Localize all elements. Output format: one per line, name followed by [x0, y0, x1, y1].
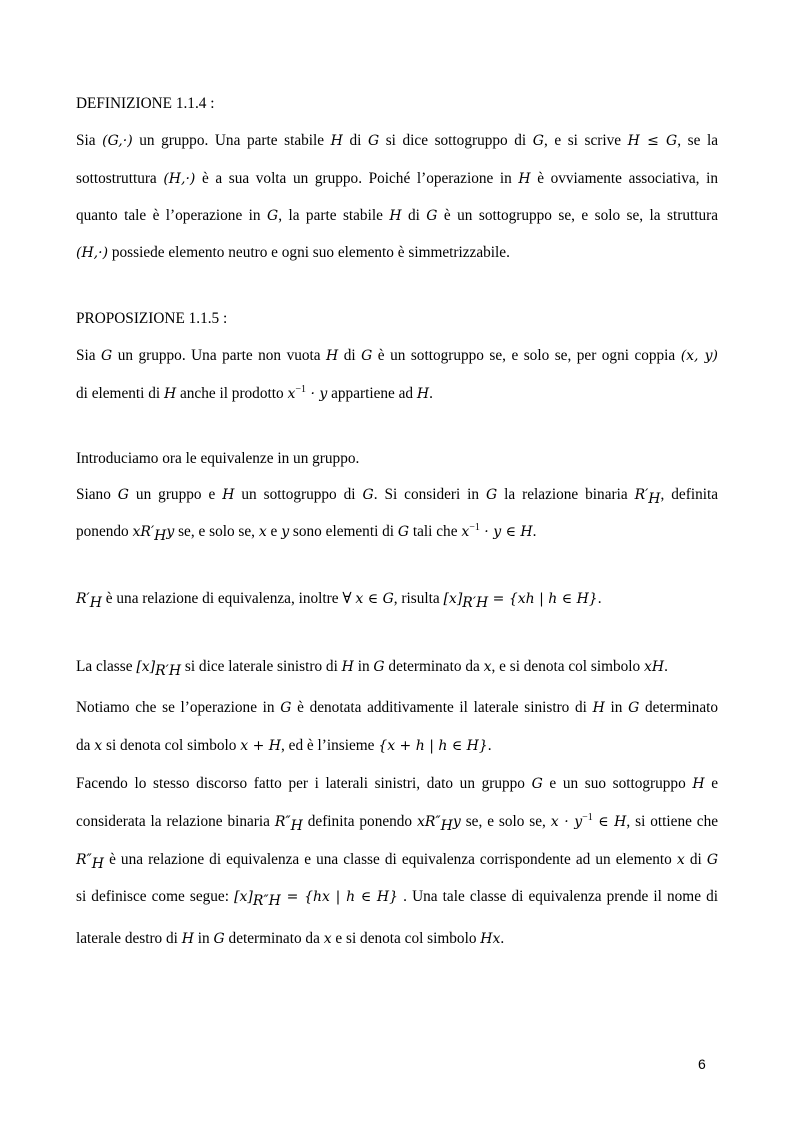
equivalence-line-3: $R'_H$ è una relazione di equivalenza, inoltre ∀ x ∈ G, risulta $[x]_{R'H} = \{xh$ | h ∈ H}.: [76, 590, 602, 611]
definition-line-2: sottostruttura (H,·) è a sua volta un gruppo. Poiché l’operazione in H è ovviamente associativa, in: [76, 170, 718, 187]
proposition-line-2: di elementi di H anche il prodotto $x^{-1} \cdot y$ appartiene ad H.: [76, 384, 433, 402]
right-coset-line-3: $R''_H$ è una relazione di equivalenza e una classe di equivalenza corrispondente ad un elemento x di G: [76, 851, 719, 872]
equivalence-line-1: Siano G un gruppo e H un sottogruppo di G. Si consideri in G la relazione binaria $R'_H$, definita: [76, 486, 719, 507]
definition-line-1: Sia (G,·) un gruppo. Una parte stabile H di G si dice sottogruppo di G, e si scrive H ≤ G, se la: [76, 132, 718, 149]
equivalence-line-2: ponendo $xR'_Hy$ se, e solo se, x e y sono elementi di G tali che $x^{-1} \cdot y$ ∈ H.: [76, 522, 537, 544]
proposition-line-1: Sia G un gruppo. Una parte non vuota H di G è un sottogruppo se, e solo se, per ogni coppia (x, y): [76, 347, 718, 364]
proposition-heading: PROPOSIZIONE 1.1.5 :: [76, 310, 228, 327]
right-coset-line-1: Facendo lo stesso discorso fatto per i laterali sinistri, dato un gruppo G e un suo sottogruppo H e: [76, 775, 719, 792]
page-number: 6: [698, 1056, 706, 1072]
left-coset-line-3: da x si denota col simbolo x + H, ed è l’insieme {x + h | h ∈ H}.: [76, 737, 492, 754]
definition-line-4: (H,·) possiede elemento neutro e ogni suo elemento è simmetrizzabile.: [76, 244, 510, 261]
right-coset-line-4: si definisce come segue: $[x]_{R''H} = \{hx$ | h ∈ H} . Una tale classe di equivalenza prende il nome di: [76, 888, 718, 909]
right-coset-line-2: considerata la relazione binaria $R''_H$ definita ponendo $xR''_Hy$ se, e solo se, $x \cdot y^{-1}$ ∈ H, si ottiene che: [76, 812, 719, 834]
definition-heading: DEFINIZIONE 1.1.4 :: [76, 95, 215, 112]
right-coset-line-5: laterale destro di H in G determinato da x e si denota col simbolo Hx.: [76, 930, 505, 947]
definition-line-3: quanto tale è l’operazione in G, la parte stabile H di G è un sottogruppo se, e solo se, la struttura: [76, 207, 718, 224]
equivalence-intro: Introduciamo ora le equivalenze in un gruppo.: [76, 450, 360, 467]
document-page: [76, 0, 718, 1123]
left-coset-line-1: La classe $[x]_{R'H}$ si dice laterale sinistro di H in G determinato da x, e si denota col simbolo xH.: [76, 658, 668, 679]
left-coset-line-2: Notiamo che se l’operazione in G è denotata additivamente il laterale sinistro di H in G determinato: [76, 699, 719, 716]
